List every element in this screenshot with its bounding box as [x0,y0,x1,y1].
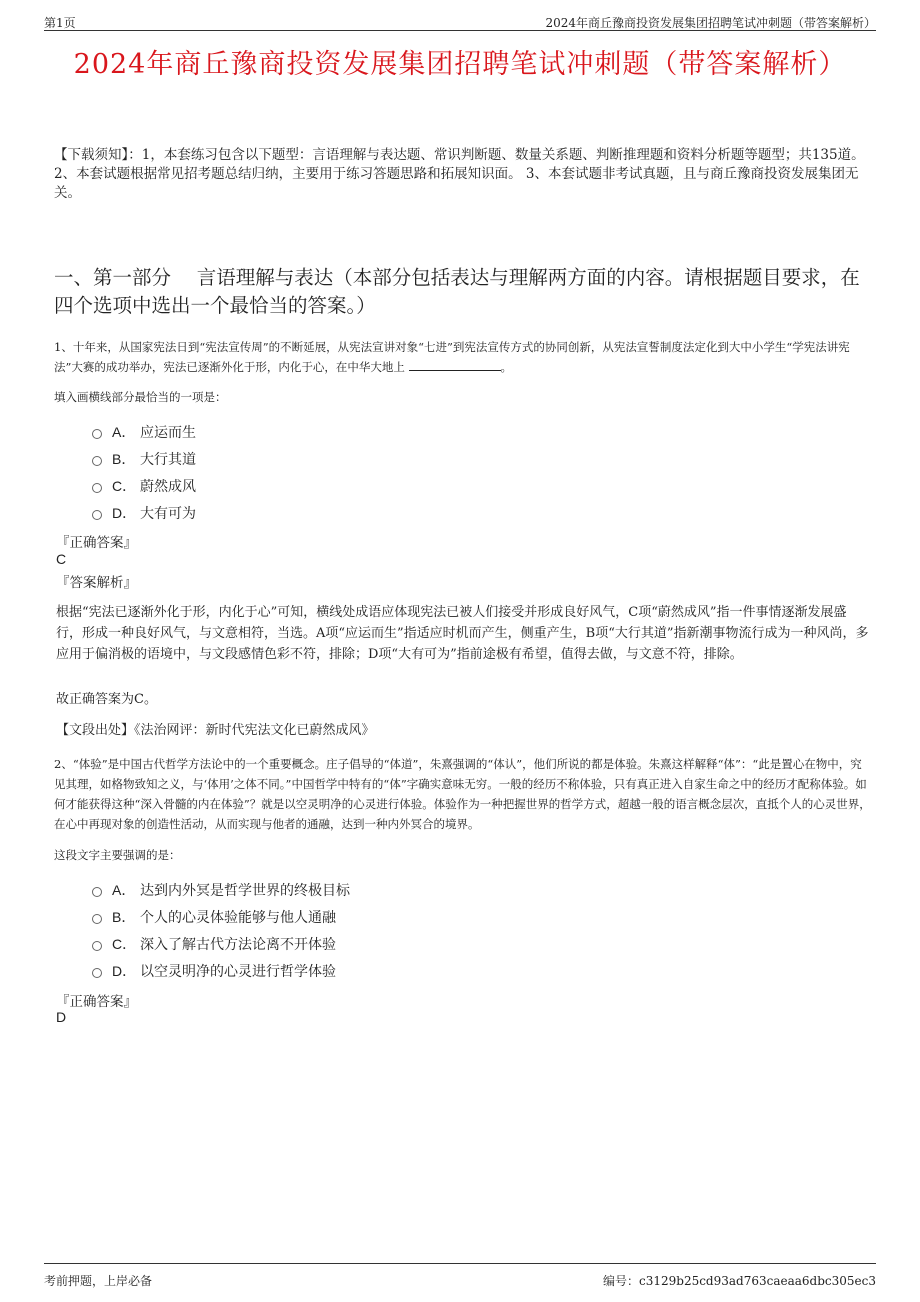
option-d[interactable] [92,499,196,526]
question-1-conclusion: 故正确答案为C。 [56,692,157,707]
question-1-analysis: 根据“宪法已逐渐外化于形，内化于心”可知，横线处成语应体现宪法已被人们接受并形成良好风气，C项“蔚然成风”指一件事情逐渐发展盛行，形成一种良好风气，与文意相符，当选。A项“应运而生”指适应时机而产生，侧重产生，B项“大行其道”指新潮事物流行成为一种风尚，多应用于偏消极的语境中，与文段感情色彩不符，排除；D项“大有可为”指前途极有希望，值得去做，与文意不符，排除。 [56,605,869,662]
stem-end: 。 [500,360,513,374]
option-b[interactable] [92,445,196,472]
radio-icon[interactable] [92,510,102,520]
option-a[interactable] [92,876,350,903]
option-text: 蔚然成风 [140,478,196,495]
download-notice: 【下载须知】：1，本套练习包含以下题型：言语理解与表达题、常识判断题、数量关系题、判断推理题和资料分析题等题型；共135道。 2、本套试题根据常见招考题总结归纳，主要用于练习答题思路和拓展知识面。 3、本套试题非考试真题，且与商丘豫商投资发展集团无关。 [54,147,865,201]
section-heading: 一、第一部分 言语理解与表达（本部分包括表达与理解两方面的内容。请根据题目要求，在四个选项中选出一个最恰当的答案。） [54,266,860,317]
radio-icon[interactable] [92,941,102,951]
document-title: 2024年商丘豫商投资发展集团招聘笔试冲刺题（带答案解析） [73,49,847,80]
option-letter: C． [112,477,137,494]
page-header [44,12,876,31]
option-letter: A． [112,423,136,440]
radio-icon[interactable] [92,483,102,493]
option-letter: C． [112,935,137,952]
option-letter: A． [112,881,136,898]
question-1-text: 1、十年来，从国家宪法日到“宪法宣传周”的不断延展，从宪法宣讲对象“七进”到宪法宣传方式的协同创新，从宪法宣誓制度法定化到大中小学生“学宪法讲宪法”大赛的成功举办，宪法已逐渐外化于形，内化于心，在中华大地上 [54,340,850,374]
question-2-answer: D [56,1009,67,1025]
option-text: 深入了解古代方法论离不开体验 [140,936,336,953]
option-d[interactable] [92,957,350,984]
radio-icon[interactable] [92,968,102,978]
radio-icon[interactable] [92,887,102,897]
question-1-answer: C [56,551,67,567]
option-text: 应运而生 [140,424,196,441]
option-letter: B． [112,450,136,467]
footer-serial: 编号：c3129b25cd93ad763caeaa6dbc305ec3 [603,1274,876,1288]
footer-slogan: 考前押题，上岸必备 [44,1274,153,1288]
option-a[interactable] [92,418,196,445]
radio-icon[interactable] [92,914,102,924]
question-2-options [92,876,350,984]
option-text: 达到内外冥是哲学世界的终极目标 [140,882,350,899]
question-2-answer-label: 『正确答案』 [56,994,137,1010]
header-doc-title: 2024年商丘豫商投资发展集团招聘笔试冲刺题（带答案解析） [545,16,876,30]
option-c[interactable] [92,930,350,957]
page-number: 第1页 [44,16,76,30]
answer-blank [409,360,501,371]
radio-icon[interactable] [92,456,102,466]
radio-icon[interactable] [92,429,102,439]
option-letter: B． [112,908,136,925]
option-letter: D． [112,504,137,521]
question-2-prompt: 这段文字主要强调的是： [54,848,181,862]
question-1-analysis-label: 『答案解析』 [56,575,137,591]
option-text: 个人的心灵体验能够与他人通融 [140,909,336,926]
option-c[interactable] [92,472,196,499]
option-b[interactable] [92,903,350,930]
option-text: 以空灵明净的心灵进行哲学体验 [140,963,336,980]
option-text: 大有可为 [140,505,196,522]
question-1-options [92,418,196,526]
question-2-stem: 2、“体验”是中国古代哲学方法论中的一个重要概念。庄子倡导的“体道”，朱熹强调的“体认”，他们所说的都是体验。朱熹这样解释“体”：“此是置心在物中，究见其理，如格物致知之义，与‘体用’之体不同。”中国哲学中特有的“体”字确实意味无穷。一般的经历不称体验，只有真正进入自家生命之中的经历才配称体验。如何才能获得这种“深入骨髓的内在体验”？就是以空灵明净的心灵进行体验。体验作为一种把握世界的哲学方式，超越一般的语言概念层次，直抵个人的心灵世界，在心中再现对象的创造性活动，从而实现与他者的通融，达到一种内外冥合的境界。 [54,757,871,831]
option-text: 大行其道 [140,451,196,468]
page-footer [44,1263,876,1292]
question-1-source: 【文段出处】《法治网评：新时代宪法文化已蔚然成风》 [56,723,375,738]
question-1-answer-label: 『正确答案』 [56,535,137,551]
option-letter: D． [112,962,137,979]
question-1-prompt: 填入画横线部分最恰当的一项是： [54,390,227,404]
question-1-stem [54,337,872,377]
